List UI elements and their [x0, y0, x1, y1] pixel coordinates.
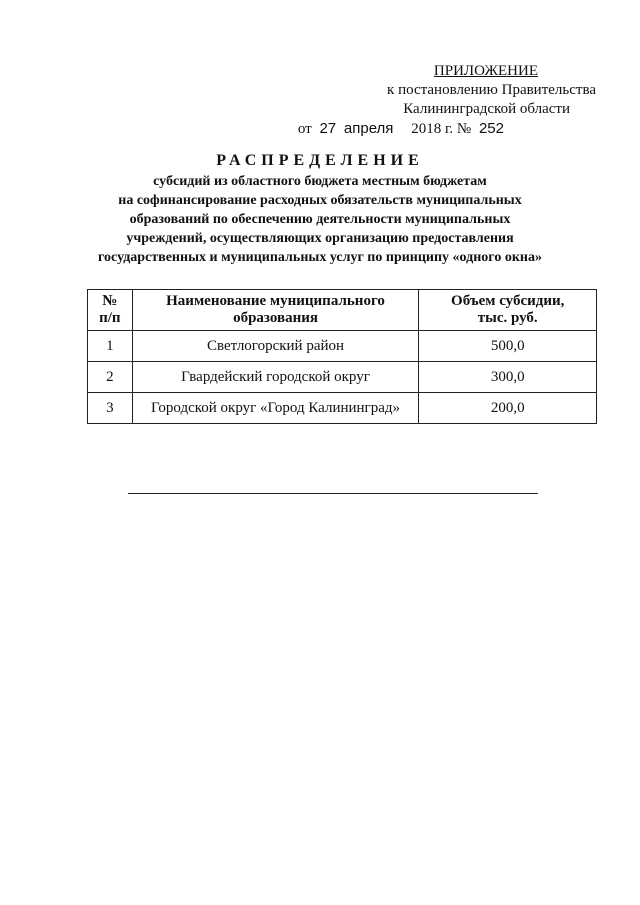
header-value: [419, 290, 597, 331]
row-num: 2: [88, 362, 133, 393]
header-value-line1: Объем субсидии,: [451, 293, 565, 309]
table-row: [88, 331, 597, 362]
header-num-line2: п/п: [99, 310, 121, 326]
document-title: РАСПРЕДЕЛЕНИЕ: [216, 152, 424, 169]
heading-line-3: образований по обеспечению деятельности муниципальных: [129, 212, 511, 227]
document-heading: [50, 150, 590, 267]
heading-line-4: учреждений, осуществляющих организацию предоставления: [126, 231, 514, 246]
row-value: 500,0: [419, 331, 597, 362]
appendix-title: ПРИЛОЖЕНИЕ: [433, 63, 538, 79]
table-row: [88, 393, 597, 424]
row-name: Городской округ «Город Калининград»: [132, 393, 419, 424]
closing-divider: [128, 493, 538, 494]
date-month: апреля: [343, 120, 394, 137]
heading-line-1: субсидий из областного бюджета местным бюджетам: [153, 174, 487, 189]
row-num: 1: [88, 331, 133, 362]
appendix-resolution-line: к постановлению Правительства: [387, 82, 596, 98]
header-num-line1: №: [102, 293, 118, 309]
row-num: 3: [88, 393, 133, 424]
appendix-block: [298, 62, 596, 139]
appendix-date-line: [298, 119, 504, 139]
header-value-line2: тыс. руб.: [477, 310, 538, 326]
table-header-row: [88, 290, 597, 331]
header-num: [88, 290, 133, 331]
row-value: 200,0: [419, 393, 597, 424]
document-number: 252: [478, 120, 504, 137]
row-value: 300,0: [419, 362, 597, 393]
heading-line-2: на софинансирование расходных обязательств муниципальных: [118, 193, 522, 208]
date-day: 27: [319, 120, 337, 137]
header-name-line2: образования: [233, 310, 318, 326]
date-prefix: от: [297, 121, 312, 137]
heading-line-5: государственных и муниципальных услуг по принципу «одного окна»: [98, 250, 542, 265]
header-name-line1: Наименование муниципального: [166, 293, 385, 309]
row-name: Гвардейский городской округ: [132, 362, 419, 393]
table-row: [88, 362, 597, 393]
header-name: [132, 290, 419, 331]
row-name: Светлогорский район: [132, 331, 419, 362]
appendix-region-line: Калининградской области: [403, 101, 570, 117]
date-year: 2018 г. №: [411, 121, 472, 137]
subsidy-table: [87, 289, 597, 424]
